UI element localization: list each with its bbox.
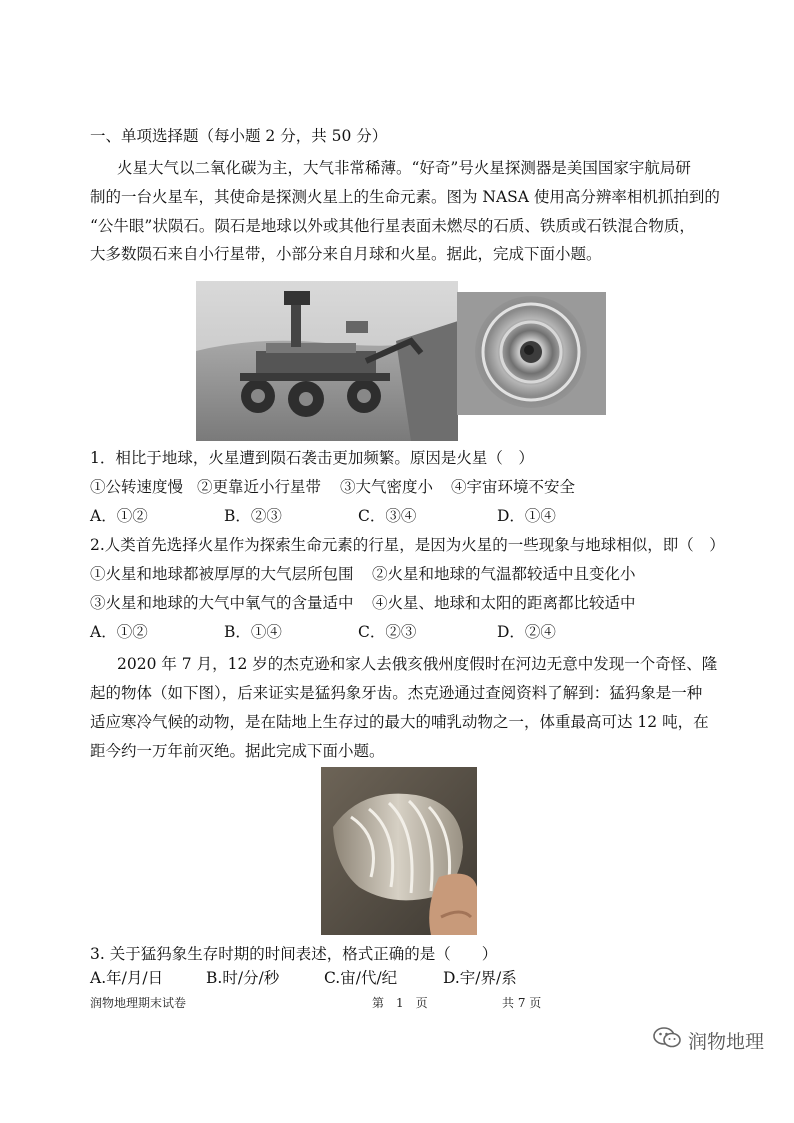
q2-stem: 2.人类首先选择火星作为探索生命元素的行星，是因为火星的一些现象与地球相似，即（ ） (90, 536, 725, 554)
footer-page-number: 第 1 页 (372, 996, 428, 1010)
q2-statement-3: ③火星和地球的大气中氧气的含量适中 (90, 594, 354, 612)
section-title: 一、单项选择题（每小题 2 分，共 50 分） (90, 127, 388, 145)
passage1-line-3: “公牛眼”状陨石。陨石是地球以外或其他行星表面未燃尽的石质、铁质或石铁混合物质， (90, 217, 695, 235)
footer-total-pages: 共 7 页 (502, 996, 542, 1010)
q2-statement-1: ①火星和地球都被厚厚的大气层所包围 (90, 565, 354, 583)
bullseye-crater-photo (457, 292, 606, 415)
watermark-text: 润物地理 (688, 1031, 765, 1053)
q1-statement-2: ②更靠近小行星带 (197, 478, 322, 496)
q1-option-d: D．①④ (497, 507, 556, 525)
q1-option-a: A．①② (90, 507, 148, 525)
passage2-line-1: 2020 年 7 月，12 岁的杰克逊和家人去俄亥俄州度假时在河边无意中发现一个奇怪、隆 (117, 655, 718, 673)
q1-statement-1: ①公转速度慢 (90, 478, 184, 496)
passage2-line-2: 起的物体（如下图），后来证实是猛犸象牙齿。杰克逊通过查阅资料了解到：猛犸象是一种 (90, 684, 703, 702)
q1-option-b: B．②③ (224, 507, 282, 525)
q2-statement-4: ④火星、地球和太阳的距离都比较适中 (372, 594, 636, 612)
passage2-line-3: 适应寒冷气候的动物，是在陆地上生存过的最大的哺乳动物之一，体重最高可达 12 吨，在 (90, 713, 709, 731)
footer-title: 润物地理期末试卷 (90, 996, 187, 1010)
passage1-line-2: 制的一台火星车，其使命是探测火星上的生命元素。图为 NASA 使用高分辨率相机抓拍到的 (90, 188, 720, 206)
passage1-line-4: 大多数陨石来自小行星带，小部分来自月球和火星。据此，完成下面小题。 (90, 245, 602, 263)
q1-option-c: C．③④ (358, 507, 417, 525)
q3-option-d: D.宇/界/系 (443, 969, 517, 987)
q2-option-d: D．②④ (497, 623, 556, 641)
passage1-line-1: 火星大气以二氧化碳为主，大气非常稀薄。“好奇”号火星探测器是美国国家宇航局研 (117, 159, 691, 177)
q1-statement-4: ④宇宙环境不安全 (451, 478, 576, 496)
q1-statement-3: ③大气密度小 (340, 478, 434, 496)
q2-option-c: C．②③ (358, 623, 417, 641)
q2-option-b: B．①④ (224, 623, 282, 641)
passage2-line-4: 距今约一万年前灭绝。据此完成下面小题。 (90, 742, 385, 760)
q2-option-a: A．①② (90, 623, 148, 641)
q3-stem: 3. 关于猛犸象生存时期的时间表述，格式正确的是（ ） (90, 945, 498, 963)
q3-option-c: C.宙/代/纪 (324, 969, 398, 987)
mammoth-tooth-photo (321, 767, 477, 935)
q2-statement-2: ②火星和地球的气温都较适中且变化小 (372, 565, 636, 583)
q3-option-a: A.年/月/日 (90, 969, 164, 987)
q1-stem: 1．相比于地球，火星遭到陨石袭击更加频繁。原因是火星（ ） (90, 449, 534, 467)
watermark (652, 1026, 764, 1055)
mars-rover-photo (196, 281, 458, 441)
q3-option-b: B.时/分/秒 (206, 969, 280, 987)
wechat-icon (652, 1026, 682, 1055)
